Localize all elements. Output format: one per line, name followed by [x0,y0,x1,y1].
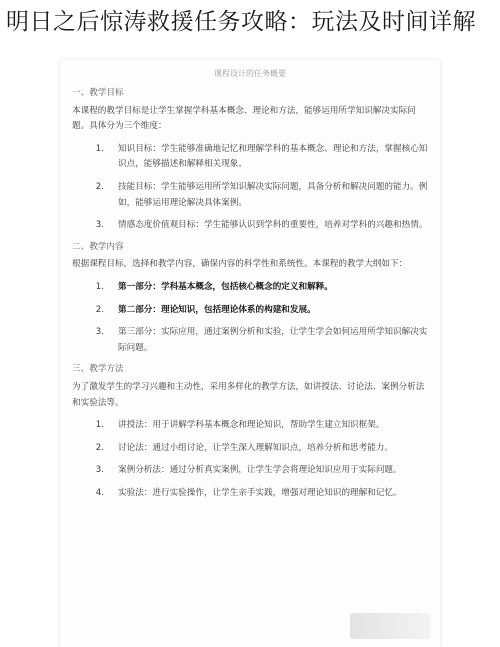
list-item-number: 1. [95,281,104,292]
list-item-text: 第三部分：实际应用，通过案例分析和实验，让学生学会如何运用所学知识解决实际问题。 [118,327,428,353]
list-item [72,441,428,457]
list-item-text: 第一部分：学科基本概念，包括核心概念的定义和解释。 [118,281,333,292]
list-item [72,280,428,296]
list-item-text: 知识目标：学生能够准确地记忆和理解学科的基本概念、理论和方法，掌握核心知识点，能够描述和解释相关现象。 [118,143,428,170]
list-item-number: 3. [95,220,104,231]
section-heading: 二、教学内容 [72,241,124,252]
section-heading: 三、教学方法 [72,364,124,375]
list-item-number: 2. [95,442,104,453]
list-item-text: 讲授法：用于讲解学科基本概念和理论知识，帮助学生建立知识框架。 [118,420,385,431]
list-item [72,180,428,211]
section-heading: 一、教学目标 [72,88,124,98]
list-item-text: 案例分析法：通过分析真实案例，让学生学会将理论知识应用于实际问题。 [118,465,402,476]
watermark [350,613,430,639]
list-item-text: 讨论法：通过小组讨论，让学生深入理解知识点，培养分析和思考能力。 [118,442,394,453]
list-item [72,486,428,502]
list-item-number: 1. [95,420,104,431]
list-item-text: 实验法：进行实验操作，让学生亲手实践，增强对理论知识的理解和记忆。 [118,487,402,498]
list-item-number: 2. [95,181,104,192]
section-paragraph: 根据课程目标，选择和教学内容，确保内容的科学性和系统性。本课程的教学大纲如下： [72,259,408,270]
document-image [60,60,440,647]
section-paragraph: 为了激发学生的学习兴趣和主动性，采用多样化的教学方法，如讲授法、讨论法、案例分析法和实验法等。 [72,381,425,408]
list-item-number: 4. [95,487,104,498]
list-item-number: 3. [95,465,104,476]
list-item-number: 2. [95,304,104,315]
document-title: 课程设计的任务概要 [214,69,286,78]
page-title: 明日之后惊涛救援任务攻略：玩法及时间详解 [6,9,476,35]
list-item-number: 3. [95,327,104,338]
list-item [72,303,428,319]
section-paragraph: 本课程的教学目标是让学生掌握学科基本概念、理论和方法，能够运用所学知识解决实际问题。具体分为三个维度： [72,105,416,132]
list-item [72,325,428,356]
list-item-text: 第二部分：理论知识，包括理论体系的构建和发展。 [118,304,316,315]
list-item [72,463,428,479]
list-item [72,218,428,234]
list-item-number: 1. [95,143,104,154]
list-item-text: 情感态度价值观目标：学生能够认识到学科的重要性，培养对学科的兴趣和热情。 [118,220,428,231]
list-item [72,418,428,434]
document-body [72,86,428,501]
list-item-text: 技能目标：学生能够运用所学知识解决实际问题，具备分析和解决问题的能力。例如，能够运用理论解决具体案例。 [118,181,428,208]
list-item [72,142,428,173]
